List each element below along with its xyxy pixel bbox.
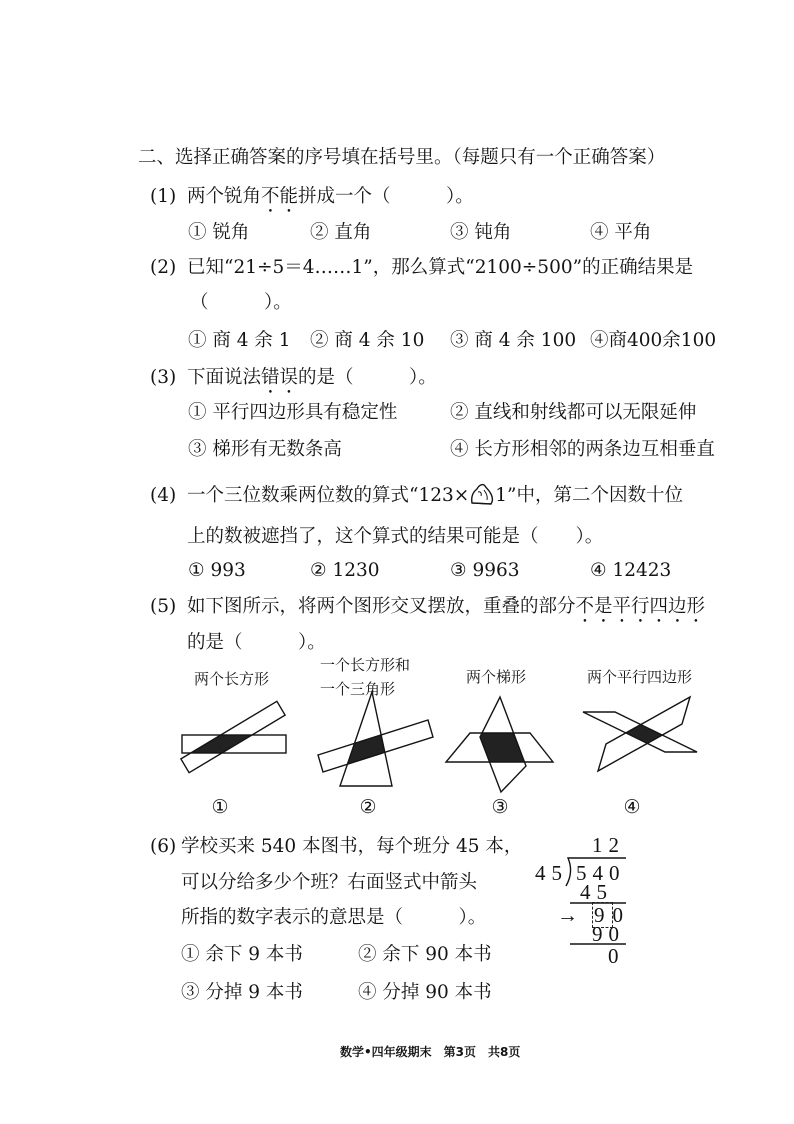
question-1-option-d: ④ 平角	[590, 222, 652, 243]
question-4-text-before: 一个三位数乘两位数的算式“123×	[187, 485, 470, 506]
question-1-option-b: ② 直角	[310, 222, 372, 243]
section-heading: 二、选择正确答案的序号填在括号里。（每题只有一个正确答案）	[138, 147, 666, 168]
question-4-option-c: ③ 9963	[450, 560, 520, 581]
question-2-option-c: ③ 商 4 余 100	[450, 330, 577, 351]
question-1-emphasis: 不能	[261, 186, 299, 207]
question-6-option-c: ③ 分掉 9 本书	[181, 982, 303, 1003]
figure-2-caption-line-1: 一个长方形和	[320, 656, 411, 674]
question-2-text: 已知“21÷5＝4……1”，那么算式“2100÷500”的正确结果是	[187, 257, 694, 278]
figure-3-number: ③	[491, 796, 509, 818]
overlap-region	[583, 712, 697, 752]
question-6-stem	[150, 835, 522, 859]
question-2-option-a: ① 商 4 余 1	[188, 330, 291, 351]
figure-1-caption: 两个长方形	[194, 670, 270, 688]
question-3-option-b: ② 直线和射线都可以无限延伸	[450, 402, 697, 423]
figure-2-caption-line-2: 一个三角形	[320, 680, 396, 698]
arrow-icon: →	[557, 903, 578, 927]
question-6-option-b: ② 余下 90 本书	[358, 944, 492, 965]
figure-rectangle-and-triangle	[310, 685, 445, 790]
division-step-3: 90	[592, 922, 625, 946]
question-3-label: (3)	[150, 367, 177, 388]
figure-3-caption: 两个梯形	[466, 668, 527, 686]
question-3-stem	[150, 366, 437, 398]
figure-2-number: ②	[359, 796, 377, 818]
question-4-continuation: 上的数被遮挡了，这个算式的结果可能是（ ）。	[187, 526, 604, 547]
division-step-1: 45	[580, 880, 613, 904]
figure-two-rectangles	[175, 695, 295, 780]
overlap-region	[182, 735, 286, 753]
long-division	[530, 828, 630, 968]
division-dividend: 540	[576, 861, 626, 885]
overlap-region	[446, 733, 553, 762]
question-2-option-d: ④商400余100	[590, 330, 717, 351]
question-2-blank: （ ）。	[190, 292, 292, 313]
question-6-line-2: 可以分给多少个班？右面竖式中箭头	[181, 872, 478, 893]
question-5-emphasis: 不是平行四边形	[575, 596, 706, 617]
question-3-text-after: 的是（ ）。	[298, 367, 437, 388]
question-4-option-a: ① 993	[188, 560, 246, 581]
question-1-option-a: ① 锐角	[188, 222, 250, 243]
question-5-label: (5)	[150, 596, 177, 617]
division-step-2-pointed: 90	[594, 903, 629, 927]
question-6-line-1: 学校买来 540 本图书，每个班分 45 本，	[181, 836, 523, 857]
figure-4-number: ④	[623, 796, 641, 818]
question-5-continuation: 的是（ ）。	[187, 632, 326, 653]
question-1-text-after: 拼成一个（ ）。	[298, 186, 474, 207]
question-3-option-c: ③ 梯形有无数条高	[188, 439, 342, 460]
division-remainder: 0	[608, 944, 625, 968]
question-4-option-b: ② 1230	[310, 560, 380, 581]
figure-two-parallelograms	[578, 690, 703, 780]
question-4-option-d: ④ 12423	[590, 560, 672, 581]
question-1-option-c: ③ 钝角	[450, 222, 512, 243]
question-6-option-a: ① 余下 9 本书	[181, 944, 303, 965]
question-4-label: (4)	[150, 485, 177, 506]
question-5-text-before: 如下图所示，将两个图形交叉摆放，重叠的部分	[187, 596, 576, 617]
page-footer: 数学•四年级期末 第3页 共8页	[340, 1045, 521, 1059]
question-6-label: (6)	[150, 836, 177, 857]
question-4-text-after: 1”中，第二个因数十位	[495, 485, 684, 506]
question-1-label: (1)	[150, 186, 177, 207]
question-5-stem	[150, 595, 705, 627]
question-2-label: (2)	[150, 257, 177, 278]
question-1-text-before: 两个锐角	[187, 186, 262, 207]
ink-blot-icon	[469, 482, 495, 506]
question-6-line-3: 所指的数字表示的意思是（ ）。	[181, 907, 487, 928]
question-6-option-d: ④ 分掉 90 本书	[358, 982, 492, 1003]
question-3-emphasis: 错误	[261, 367, 299, 388]
division-quotient: 12	[592, 833, 625, 857]
question-3-option-d: ④ 长方形相邻的两条边互相垂直	[450, 439, 715, 460]
figure-1-number: ①	[211, 796, 229, 818]
question-3-text-before: 下面说法	[187, 367, 262, 388]
question-1-stem	[150, 185, 474, 217]
figure-4-caption: 两个平行四边形	[587, 668, 693, 686]
division-divisor: 45	[535, 861, 568, 885]
question-3-option-a: ① 平行四边形具有稳定性	[188, 402, 398, 423]
figure-two-trapezoids	[440, 690, 560, 800]
question-4-stem	[150, 482, 683, 508]
question-2-option-b: ② 商 4 余 10	[310, 330, 425, 351]
question-2-stem	[150, 256, 693, 280]
